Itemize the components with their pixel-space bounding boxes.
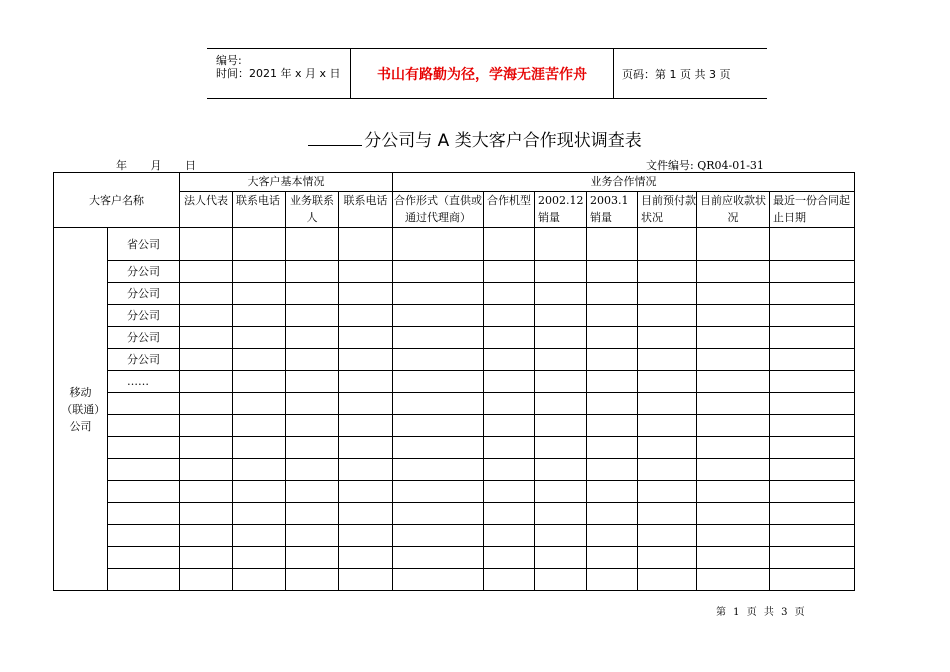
data-cell — [286, 283, 339, 305]
data-cell — [770, 305, 855, 327]
data-cell — [286, 228, 339, 261]
title-blank-line — [308, 131, 362, 146]
data-cell — [770, 481, 855, 503]
data-cell — [587, 547, 638, 569]
data-cell — [638, 437, 697, 459]
data-cell — [770, 371, 855, 393]
data-cell — [770, 459, 855, 481]
data-cell — [770, 393, 855, 415]
data-cell — [286, 437, 339, 459]
data-cell — [535, 415, 587, 437]
data-cell — [180, 327, 233, 349]
data-cell — [697, 415, 770, 437]
data-cell — [697, 305, 770, 327]
data-cell — [535, 569, 587, 591]
data-cell — [770, 437, 855, 459]
data-cell — [697, 349, 770, 371]
data-cell — [339, 459, 393, 481]
data-cell — [286, 569, 339, 591]
data-cell — [535, 459, 587, 481]
data-cell — [697, 547, 770, 569]
data-cell — [393, 503, 484, 525]
data-cell — [286, 261, 339, 283]
data-cell — [393, 569, 484, 591]
data-cell — [180, 283, 233, 305]
data-cell — [638, 371, 697, 393]
data-cell — [180, 349, 233, 371]
data-cell — [180, 371, 233, 393]
data-cell — [484, 228, 535, 261]
header-page-cell — [614, 49, 767, 98]
data-cell — [484, 415, 535, 437]
table-row — [54, 525, 855, 547]
branch-name-cell: 分公司 — [108, 261, 180, 283]
table-row — [54, 547, 855, 569]
data-cell — [233, 459, 286, 481]
number-label: 编号: — [216, 54, 242, 67]
header-info-cell — [207, 49, 350, 98]
data-cell — [638, 547, 697, 569]
page-title — [0, 126, 950, 151]
data-cell — [233, 283, 286, 305]
data-cell — [697, 437, 770, 459]
col-header: 联系电话 — [339, 192, 393, 228]
data-cell — [393, 415, 484, 437]
data-cell — [535, 503, 587, 525]
data-cell — [535, 525, 587, 547]
data-cell — [770, 525, 855, 547]
data-cell — [638, 305, 697, 327]
data-cell — [535, 481, 587, 503]
data-cell — [770, 547, 855, 569]
data-cell — [233, 503, 286, 525]
data-cell — [339, 228, 393, 261]
data-cell — [286, 503, 339, 525]
data-cell — [535, 547, 587, 569]
data-cell — [180, 437, 233, 459]
data-cell — [233, 393, 286, 415]
col-header: 目前应收款状况 — [697, 192, 770, 228]
data-cell — [770, 283, 855, 305]
data-cell — [638, 569, 697, 591]
data-cell — [286, 349, 339, 371]
group-label: 移动（联通）公司 — [54, 228, 108, 591]
data-cell — [484, 349, 535, 371]
data-cell — [587, 283, 638, 305]
data-cell — [535, 283, 587, 305]
table-row — [54, 228, 855, 261]
data-cell — [233, 371, 286, 393]
table-row — [54, 349, 855, 371]
time-label: 时间：2021 年 x 月 x 日 — [216, 67, 341, 80]
table-row — [54, 283, 855, 305]
data-cell — [180, 481, 233, 503]
basic-info-header: 大客户基本情况 — [180, 173, 393, 192]
data-cell — [484, 327, 535, 349]
data-cell — [638, 525, 697, 547]
data-cell — [180, 503, 233, 525]
data-cell — [233, 437, 286, 459]
data-cell — [286, 393, 339, 415]
data-cell — [697, 228, 770, 261]
data-cell — [697, 393, 770, 415]
data-cell — [770, 228, 855, 261]
col-header: 合作机型 — [484, 192, 535, 228]
branch-name-cell: 省公司 — [108, 228, 180, 261]
table-row — [54, 327, 855, 349]
data-cell — [286, 371, 339, 393]
data-cell — [339, 393, 393, 415]
data-cell — [180, 459, 233, 481]
data-cell — [286, 481, 339, 503]
col-header: 联系电话 — [233, 192, 286, 228]
data-cell — [339, 481, 393, 503]
data-cell — [393, 349, 484, 371]
col-header: 法人代表 — [180, 192, 233, 228]
data-cell — [638, 228, 697, 261]
data-cell — [233, 261, 286, 283]
page-footer: 第 1 页 共 3 页 — [716, 607, 805, 618]
doc-number: 文件编号: QR04-01-31 — [646, 159, 764, 172]
data-cell — [697, 327, 770, 349]
branch-name-cell — [108, 415, 180, 437]
data-cell — [587, 349, 638, 371]
data-cell — [393, 547, 484, 569]
data-cell — [339, 305, 393, 327]
data-cell — [770, 415, 855, 437]
data-cell — [638, 261, 697, 283]
data-cell — [770, 569, 855, 591]
data-cell — [697, 371, 770, 393]
data-cell — [770, 503, 855, 525]
data-cell — [393, 305, 484, 327]
data-cell — [339, 547, 393, 569]
data-cell — [587, 327, 638, 349]
data-cell — [286, 547, 339, 569]
data-cell — [770, 261, 855, 283]
data-cell — [233, 228, 286, 261]
data-cell — [638, 393, 697, 415]
branch-name-cell — [108, 547, 180, 569]
table-row — [54, 569, 855, 591]
date-line: 年 月 日 — [116, 159, 196, 172]
data-cell — [180, 228, 233, 261]
data-cell — [484, 547, 535, 569]
data-cell — [535, 305, 587, 327]
data-cell — [638, 283, 697, 305]
data-cell — [535, 437, 587, 459]
data-cell — [587, 393, 638, 415]
branch-name-cell: 分公司 — [108, 327, 180, 349]
motto-text: 书山有路勤为径，学海无涯苦作舟 — [377, 67, 587, 83]
data-cell — [339, 503, 393, 525]
page-label: 页码：第 1 页 共 3 页 — [622, 68, 731, 81]
data-cell — [393, 327, 484, 349]
data-cell — [638, 415, 697, 437]
data-cell — [484, 371, 535, 393]
document-header — [207, 48, 767, 99]
data-cell — [339, 525, 393, 547]
data-cell — [286, 459, 339, 481]
data-cell — [180, 415, 233, 437]
data-cell — [484, 437, 535, 459]
data-cell — [697, 525, 770, 547]
branch-name-cell — [108, 525, 180, 547]
col-header: 2002.12 销量 — [535, 192, 587, 228]
table-row — [54, 415, 855, 437]
data-cell — [697, 261, 770, 283]
data-cell — [339, 327, 393, 349]
data-cell — [587, 261, 638, 283]
branch-name-cell: 分公司 — [108, 305, 180, 327]
data-cell — [535, 349, 587, 371]
data-cell — [393, 261, 484, 283]
data-cell — [697, 481, 770, 503]
branch-name-cell — [108, 503, 180, 525]
data-cell — [484, 393, 535, 415]
data-cell — [393, 283, 484, 305]
data-cell — [233, 327, 286, 349]
data-cell — [484, 481, 535, 503]
data-cell — [180, 525, 233, 547]
header-motto-cell — [350, 49, 614, 98]
col-header: 2003.1 销量 — [587, 192, 638, 228]
col-header: 最近一份合同起止日期 — [770, 192, 855, 228]
data-cell — [587, 437, 638, 459]
branch-name-cell: …… — [108, 371, 180, 393]
data-cell — [339, 437, 393, 459]
data-cell — [587, 305, 638, 327]
data-cell — [339, 569, 393, 591]
branch-name-cell — [108, 481, 180, 503]
data-cell — [233, 349, 286, 371]
data-cell — [339, 261, 393, 283]
data-cell — [535, 261, 587, 283]
col-header: 业务联系人 — [286, 192, 339, 228]
data-cell — [535, 371, 587, 393]
branch-name-cell — [108, 569, 180, 591]
table-row — [54, 459, 855, 481]
data-cell — [484, 261, 535, 283]
data-cell — [286, 525, 339, 547]
branch-name-cell — [108, 437, 180, 459]
table-row — [54, 305, 855, 327]
data-cell — [535, 228, 587, 261]
data-cell — [233, 547, 286, 569]
data-cell — [393, 525, 484, 547]
data-cell — [587, 525, 638, 547]
data-cell — [587, 503, 638, 525]
data-cell — [770, 327, 855, 349]
branch-name-cell — [108, 393, 180, 415]
data-cell — [697, 459, 770, 481]
data-cell — [484, 283, 535, 305]
data-cell — [587, 371, 638, 393]
data-cell — [587, 481, 638, 503]
data-cell — [535, 393, 587, 415]
branch-name-cell: 分公司 — [108, 283, 180, 305]
data-cell — [180, 569, 233, 591]
data-cell — [233, 305, 286, 327]
data-cell — [286, 415, 339, 437]
data-cell — [535, 327, 587, 349]
data-cell — [233, 481, 286, 503]
data-cell — [587, 415, 638, 437]
data-cell — [393, 228, 484, 261]
data-cell — [233, 525, 286, 547]
business-header: 业务合作情况 — [393, 173, 855, 192]
data-cell — [770, 349, 855, 371]
data-cell — [638, 349, 697, 371]
data-cell — [180, 305, 233, 327]
data-cell — [638, 459, 697, 481]
data-cell — [484, 525, 535, 547]
data-cell — [339, 349, 393, 371]
data-cell — [638, 481, 697, 503]
data-cell — [180, 393, 233, 415]
data-cell — [393, 481, 484, 503]
data-cell — [697, 569, 770, 591]
data-cell — [638, 503, 697, 525]
data-cell — [697, 283, 770, 305]
table-row — [54, 261, 855, 283]
data-cell — [339, 283, 393, 305]
data-cell — [286, 327, 339, 349]
table-row — [54, 371, 855, 393]
data-cell — [393, 371, 484, 393]
branch-name-cell: 分公司 — [108, 349, 180, 371]
data-cell — [180, 261, 233, 283]
table-row — [54, 437, 855, 459]
data-cell — [484, 503, 535, 525]
data-cell — [286, 305, 339, 327]
data-cell — [393, 437, 484, 459]
data-cell — [697, 503, 770, 525]
data-cell — [638, 327, 697, 349]
data-cell — [587, 569, 638, 591]
data-cell — [180, 547, 233, 569]
data-cell — [393, 459, 484, 481]
branch-name-cell — [108, 459, 180, 481]
table-row — [54, 503, 855, 525]
table-row — [54, 393, 855, 415]
data-cell — [484, 459, 535, 481]
data-cell — [339, 371, 393, 393]
client-name-header: 大客户名称 — [54, 173, 180, 228]
table-row — [54, 481, 855, 503]
col-header: 目前预付款状况 — [638, 192, 697, 228]
data-cell — [484, 305, 535, 327]
col-header: 合作形式（直供或通过代理商） — [393, 192, 484, 228]
data-cell — [393, 393, 484, 415]
data-cell — [233, 569, 286, 591]
data-cell — [233, 415, 286, 437]
data-cell — [587, 459, 638, 481]
survey-table — [53, 172, 855, 591]
data-cell — [484, 569, 535, 591]
data-cell — [587, 228, 638, 261]
title-text: 分公司与 A 类大客户合作现状调查表 — [364, 131, 642, 151]
data-cell — [339, 415, 393, 437]
